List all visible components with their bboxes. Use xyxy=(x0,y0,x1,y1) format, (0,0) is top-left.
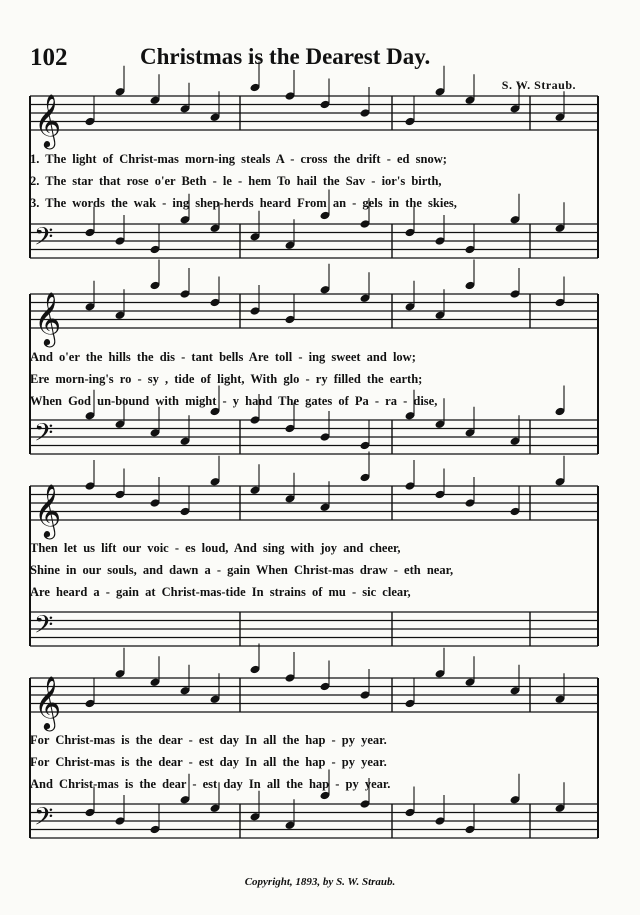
treble-clef-icon: 𝄞 xyxy=(34,483,62,537)
treble-clef-icon: 𝄞 xyxy=(34,675,62,729)
lyric-line: And Christ-mas is the dear - est day In all the hap - py year. xyxy=(30,777,391,791)
lyric-line: Ere morn-ing's ro - sy , tide of light, With glo - ry filled the earth; xyxy=(30,372,423,386)
lyric-line: For Christ-mas is the dear - est day In all the hap - py year. xyxy=(30,733,387,747)
bass-clef-icon: 𝄢 xyxy=(34,222,54,258)
bass-clef-icon: 𝄢 xyxy=(34,802,54,838)
lyric-line: And o'er the hills the dis - tant bells Are toll - ing sweet and low; xyxy=(30,350,416,364)
composer-credit: S. W. Straub. xyxy=(501,78,576,92)
lyric-line: Are heard a - gain at Christ-mas-tide In strains of mu - sic clear, xyxy=(30,585,411,599)
lyric-line: 1. The light of Christ-mas morn-ing steals A - cross the drift - ed snow; xyxy=(30,152,447,166)
hymn-title: Christmas is the Dearest Day. xyxy=(140,44,431,69)
lyric-line: Shine in our souls, and dawn a - gain When Christ-mas draw - eth near, xyxy=(30,563,454,577)
copyright-notice: Copyright, 1893, by S. W. Straub. xyxy=(244,876,396,888)
lyric-line: For Christ-mas is the dear - est day In all the hap - py year. xyxy=(30,755,387,769)
lyric-line: Then let us lift our voic - es loud, And sing with joy and cheer, xyxy=(30,541,401,555)
lyric-line: 3. The words the wak - ing shep-herds heard From an - gels in the skies, xyxy=(30,196,457,210)
bass-clef-icon: 𝄢 xyxy=(34,418,54,454)
hymn-number: 102 xyxy=(30,44,68,71)
bass-clef-icon: 𝄢 xyxy=(34,610,54,646)
lyric-line: When God un-bound with might - y hand The gates of Pa - ra - dise, xyxy=(30,394,438,408)
lyric-line: 2. The star that rose o'er Beth - le - hem To hail the Sav - ior's birth, xyxy=(30,174,442,188)
treble-clef-icon: 𝄞 xyxy=(34,291,62,345)
treble-clef-icon: 𝄞 xyxy=(34,93,62,147)
